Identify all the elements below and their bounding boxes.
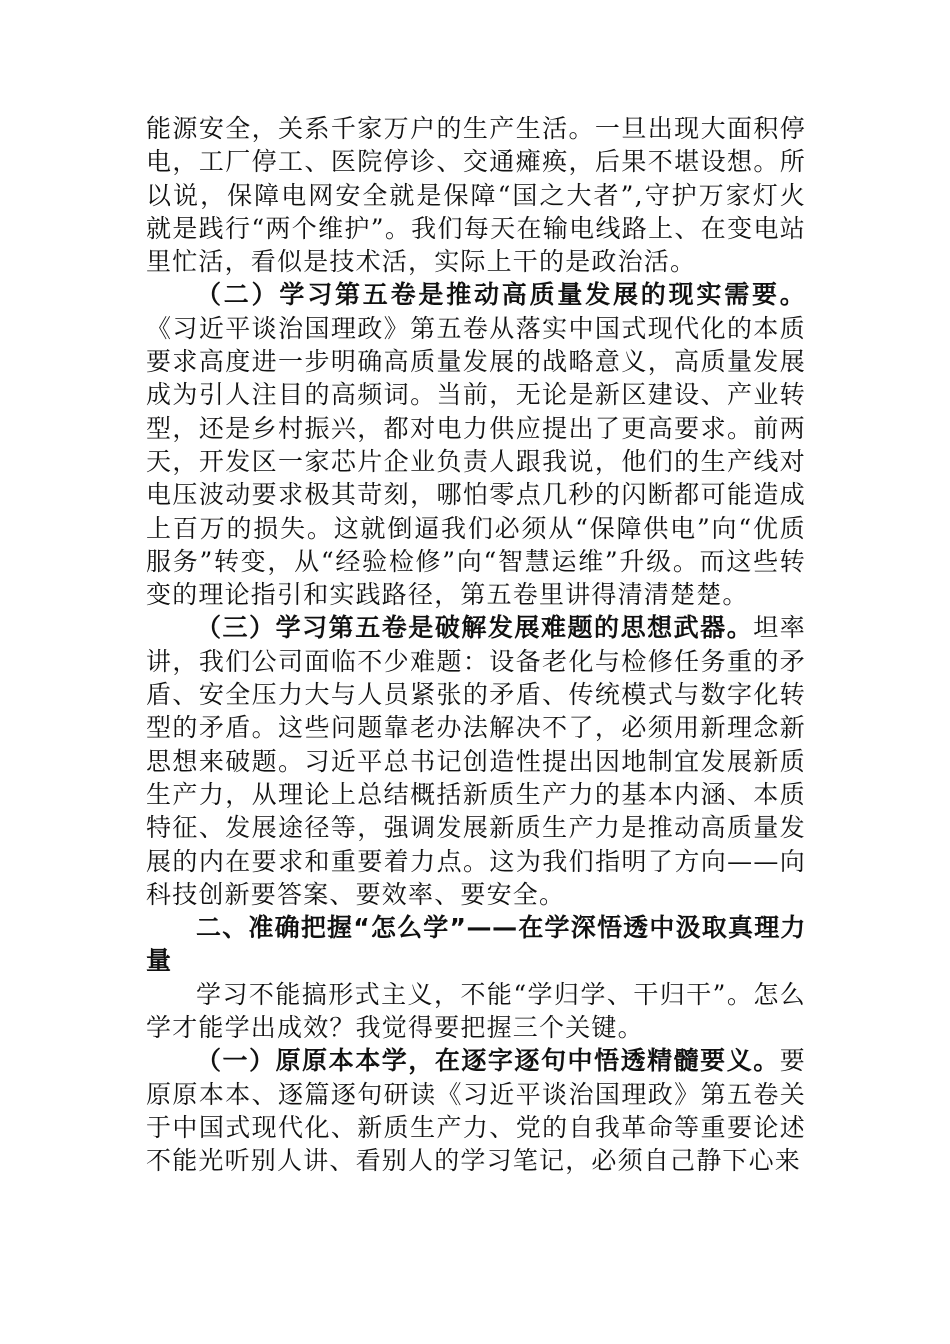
section-3-lead: （三）学习第五卷是破解发展难题的思想武器。 <box>196 613 754 643</box>
paragraph-intro: 学习不能搞形式主义，不能“学归学、干归干”。怎么学才能学出成效？我觉得要把握三个关键。 <box>146 979 806 1043</box>
paragraph-section-3 <box>146 611 806 911</box>
paragraph-energy-security: 能源安全，关系千家万户的生产生活。一旦出现大面积停电，工厂停工、医院停诊、交通瘫痪，后果不堪设想。所以说，保障电网安全就是保障“国之大者”,守护万家灯火就是践行“两个维护”。我们每天在输电线路上、在变电站里忙活，看似是技术活，实际上干的是政治活。 <box>146 114 806 277</box>
section-2-body: 《习近平谈治国理政》第五卷从落实中国式现代化的本质要求高度进一步明确高质量发展的战略意义，高质量发展成为引人注目的高频词。当前，无论是新区建设、产业转型，还是乡村振兴，都对电力供应提出了更高要求。前两天，开发区一家芯片企业负责人跟我说，他们的生产线对电压波动要求极其苛刻，哪怕零点几秒的闪断都可能造成上百万的损失。这就倒逼我们必须从“保障供电”向“优质服务”转变，从“经验检修”向“智慧运维”升级。而这些转变的理论指引和实践路径，第五卷里讲得清清楚楚。 <box>146 313 806 610</box>
section-3-body: 坦率讲，我们公司面临不少难题：设备老化与检修任务重的矛盾、安全压力大与人员紧张的矛盾、传统模式与数字化转型的矛盾。这些问题靠老办法解决不了，必须用新理念新思想来破题。习近平总书记创造性提出因地制宜发展新质生产力，从理论上总结概括新质生产力的基本内涵、本质特征、发展途径等，强调发展新质生产力是推动高质量发展的内在要求和重要着力点。这为我们指明了方向——向科技创新要答案、要效率、要安全。 <box>146 613 807 909</box>
point-1-body: 要原原本本、逐篇逐句研读《习近平谈治国理政》第五卷关于中国式现代化、新质生产力、党的自我革命等重要论述不能光听别人讲、看别人的学习笔记，必须自己静下心来 <box>146 1046 806 1176</box>
paragraph-point-1 <box>146 1044 806 1177</box>
heading-how-to-learn: 二、准确把握“怎么学”——在学深悟透中汲取真理力量 <box>146 913 806 976</box>
point-1-lead: （一）原原本本学，在逐字逐句中悟透精髓要义。 <box>196 1046 780 1076</box>
paragraph-section-2 <box>146 278 806 611</box>
document-page <box>146 112 806 1178</box>
section-2-lead: （二）学习第五卷是推动高质量发展的现实需要。 <box>196 280 806 310</box>
